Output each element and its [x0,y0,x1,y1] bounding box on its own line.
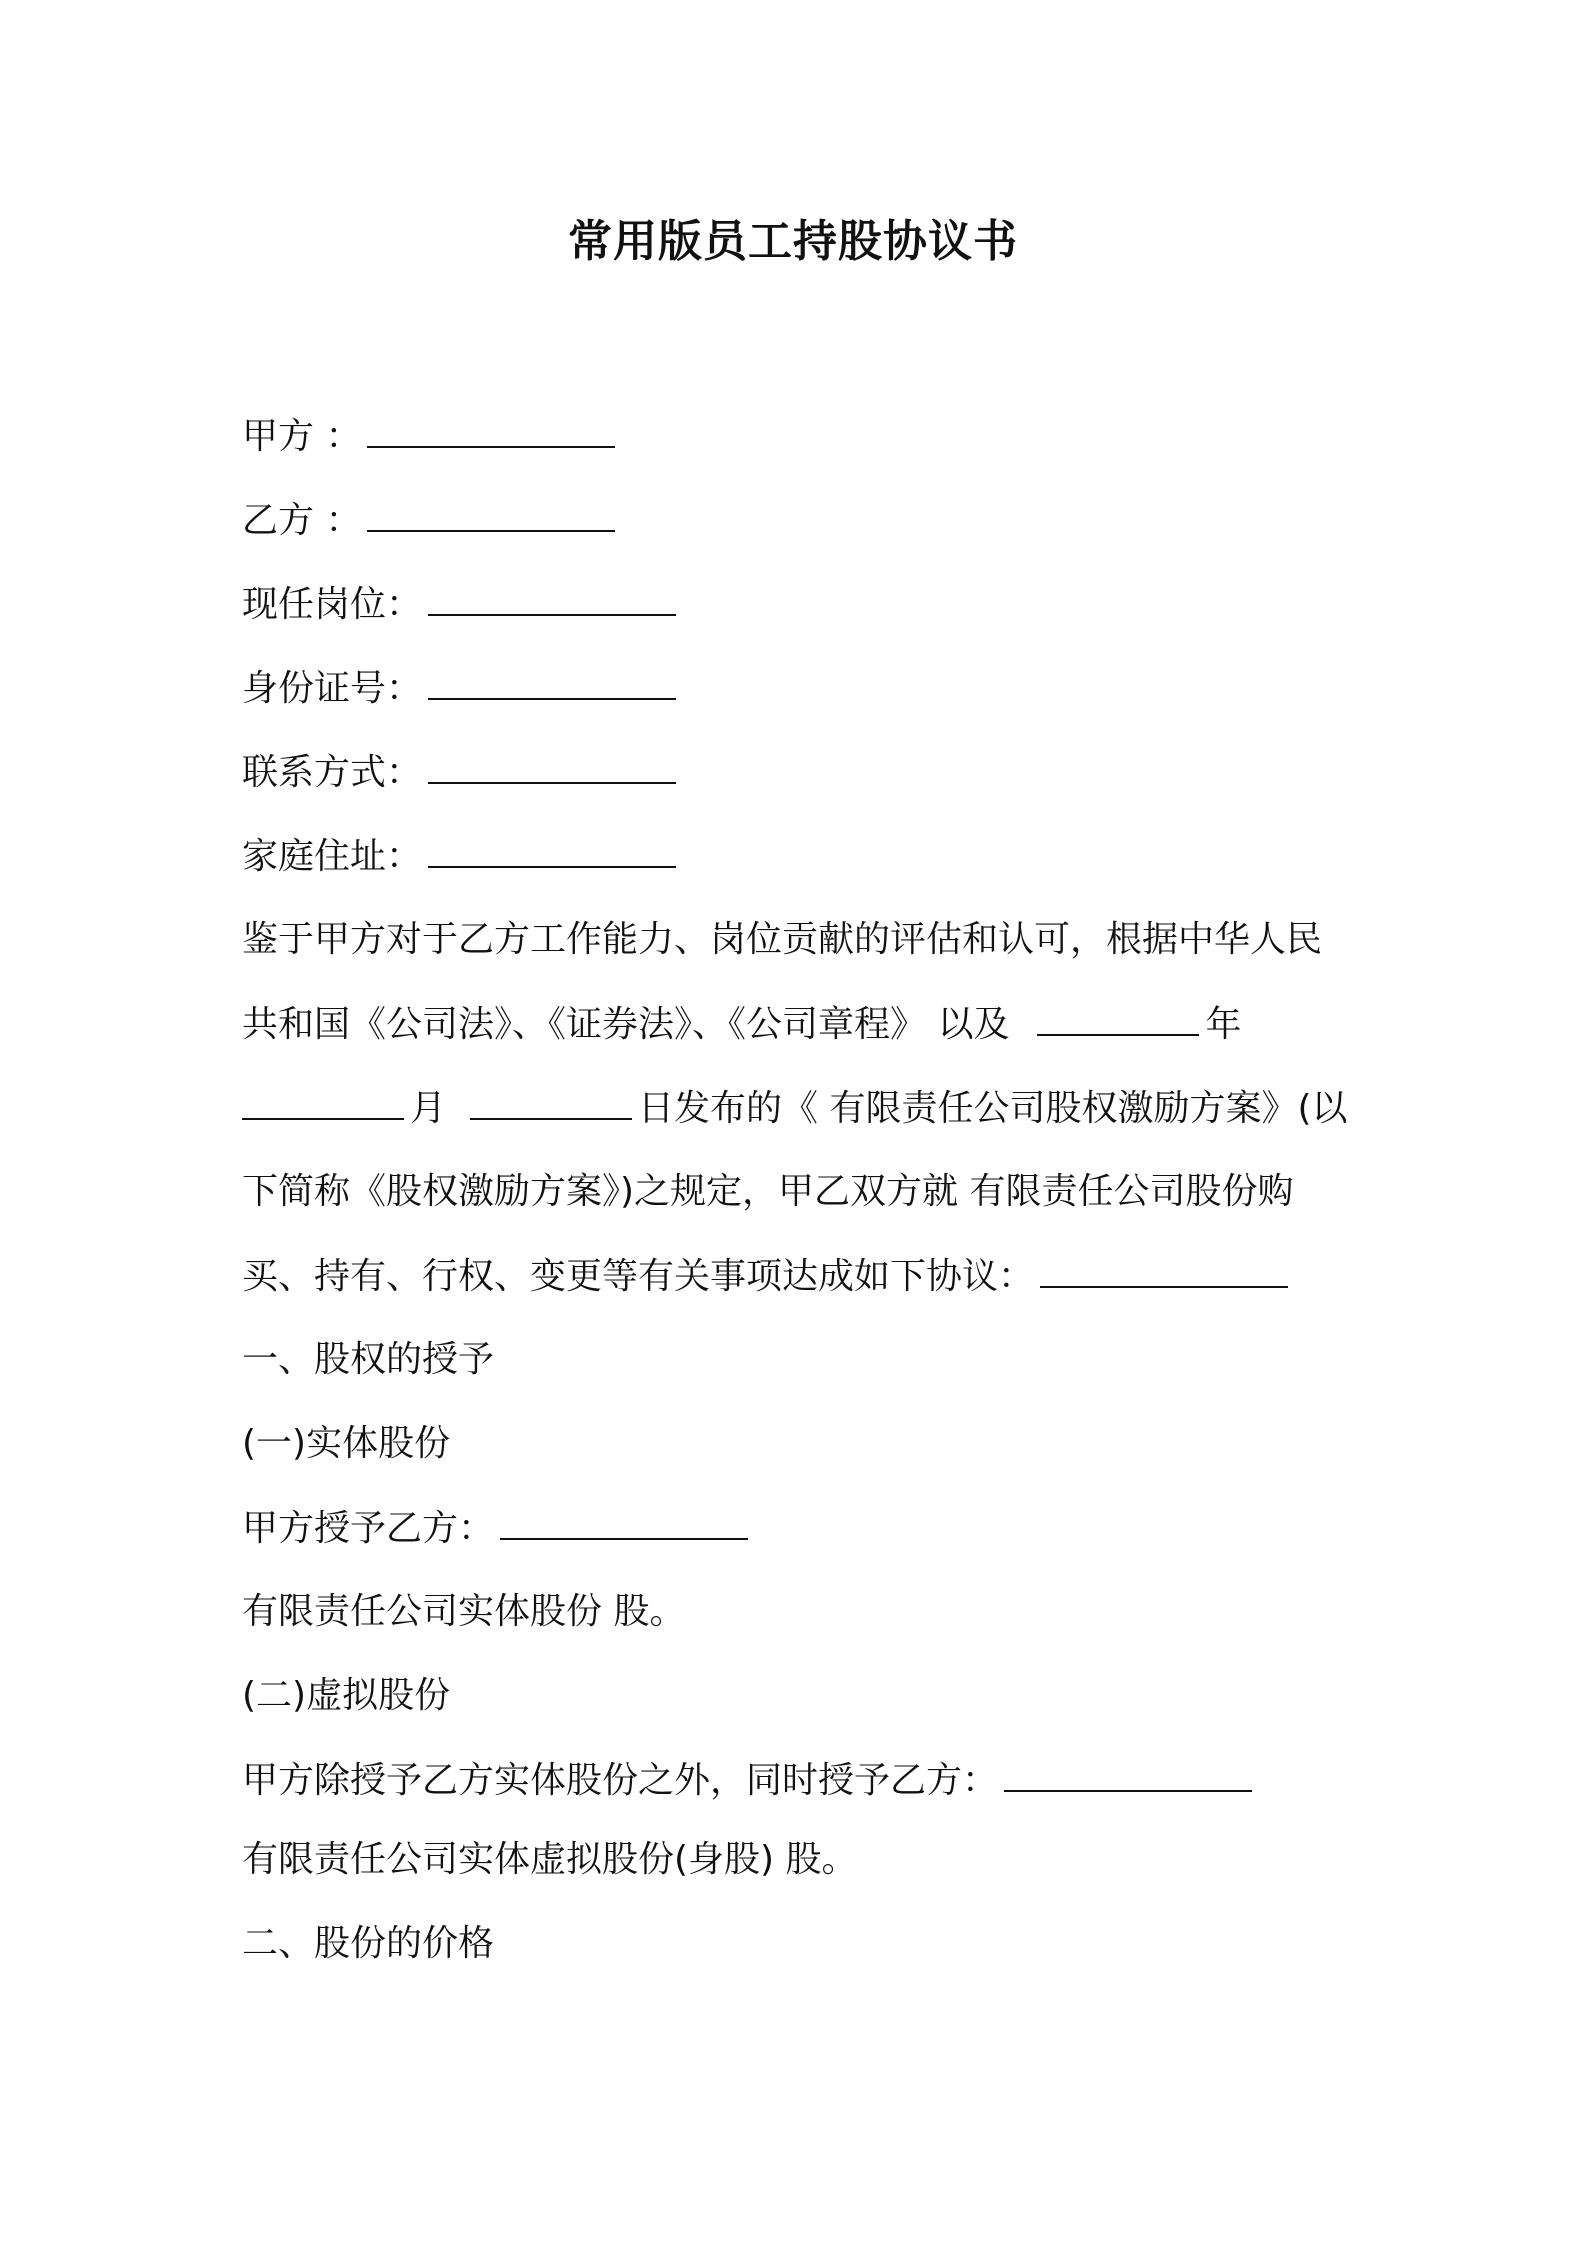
party-b-line [242,496,621,545]
party-a-blank[interactable] [367,412,615,448]
preamble-line-5 [242,1252,1294,1301]
preamble-line-3-text: 日发布的《 有限责任公司股权激励方案》(以 [638,1088,1348,1129]
virtual-grant-line [242,1756,1258,1805]
agreement-blank[interactable] [1040,1252,1288,1288]
day-blank[interactable] [470,1084,632,1120]
preamble-line-2-text: 共和国《公司法》、《证券法》、《公司章程》 以及 [242,1004,1010,1045]
party-b-blank[interactable] [367,496,615,532]
preamble-line-3 [242,1084,1348,1133]
year-label: 年 [1205,1004,1242,1045]
contact-label: 联系方式： [242,752,423,793]
document-title: 常用版员工持股协议书 [568,216,1018,267]
virtual-grant-blank[interactable] [1004,1756,1252,1792]
section-1-sub-2: (二)虚拟股份 [242,1675,451,1716]
party-a-line [242,412,621,461]
section-1-heading: 一、股权的授予 [242,1339,495,1380]
address-label: 家庭住址： [242,836,423,877]
address-blank[interactable] [428,832,676,868]
contact-line [242,748,682,797]
virtual-shares-line: 有限责任公司实体虚拟股份(身股) 股。 [242,1839,858,1880]
position-label: 现任岗位： [242,584,423,625]
id-blank[interactable] [428,664,676,700]
month-label: 月 [410,1088,447,1129]
year-blank[interactable] [1037,1000,1199,1036]
preamble-line-1: 鉴于甲方对于乙方工作能力、岗位贡献的评估和认可，根据中华人民 [242,919,1323,960]
entity-grant-blank[interactable] [500,1504,748,1540]
address-line [242,832,682,881]
virtual-grant-label: 甲方除授予乙方实体股份之外，同时授予乙方： [242,1760,999,1801]
preamble-line-5-text: 买、持有、行权、变更等有关事项达成如下协议： [242,1256,1035,1297]
preamble-line-4: 下简称《股权激励方案》)之规定，甲乙双方就 有限责任公司股份购 [242,1171,1294,1212]
section-1-sub-1: (一)实体股份 [242,1423,451,1464]
month-blank[interactable] [242,1084,404,1120]
entity-grant-line [242,1504,754,1553]
entity-shares-line: 有限责任公司实体股份 股。 [242,1591,686,1632]
id-label: 身份证号： [242,668,423,709]
party-a-label: 甲方 ： [242,416,362,457]
id-line [242,664,682,713]
entity-grant-label: 甲方授予乙方： [242,1508,495,1549]
position-blank[interactable] [428,580,676,616]
position-line [242,580,682,629]
party-b-label: 乙方 ： [242,500,362,541]
section-2-heading: 二、股份的价格 [242,1923,495,1964]
contact-blank[interactable] [428,748,676,784]
preamble-line-2 [242,1000,1241,1049]
